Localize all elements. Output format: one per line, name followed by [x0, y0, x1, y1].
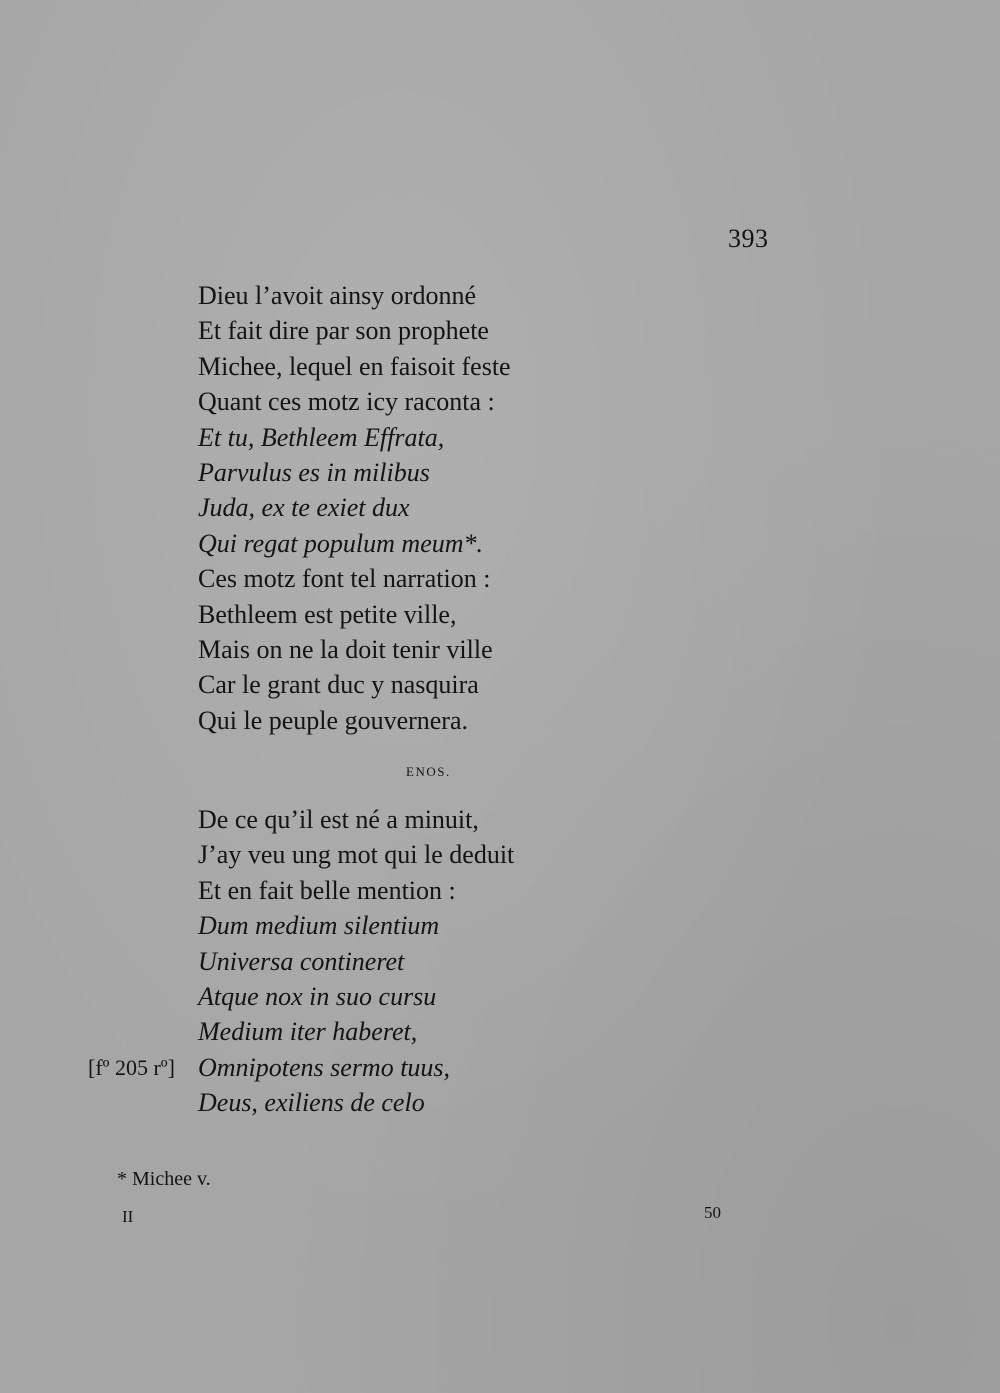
verse-line: Ces motz font tel narration : [198, 564, 491, 594]
folio-reference: [fº 205 rº] [88, 1055, 175, 1080]
verse-line: Et fait dire par son prophete [198, 316, 489, 346]
verse-line: Quant ces motz icy raconta : [198, 387, 495, 417]
latin-verse-line: Parvulus es in milibus [198, 458, 430, 488]
latin-verse-line: Universa contineret [198, 946, 405, 976]
verse-line: Car le grant duc y nasquira [198, 670, 479, 700]
stanza-two [198, 802, 514, 1121]
verse-line: Mais on ne la doit tenir ville [198, 635, 493, 665]
verse-line: Qui le peuple gouvernera. [198, 705, 469, 735]
signature-mark-right: 50 [704, 1203, 721, 1222]
verse-line: Bethleem est petite ville, [198, 599, 457, 629]
latin-verse-line: Deus, exiliens de celo [198, 1088, 425, 1118]
latin-verse-line: Juda, ex te exiet dux [198, 493, 410, 523]
verse-line: Michee, lequel en faisoit feste [198, 351, 511, 381]
stanza-one [198, 278, 511, 738]
page-number: 393 [728, 224, 769, 253]
latin-verse-line: Atque nox in suo cursu [198, 982, 437, 1012]
latin-verse-line: Medium iter haberet, [198, 1017, 418, 1047]
verse-line: J’ay veu ung mot qui le deduit [198, 840, 515, 870]
latin-verse-line: Et tu, Bethleem Effrata, [198, 422, 445, 452]
footnote: * Michee v. [117, 1168, 211, 1190]
speaker-heading: ENOS. [406, 764, 451, 779]
verse-line: De ce qu’il est né a minuit, [198, 805, 479, 834]
latin-verse-line: Omnipotens sermo tuus, [198, 1052, 451, 1082]
latin-verse-line: Qui regat populum meum*. [198, 528, 484, 558]
latin-verse-line: Dum medium silentium [198, 911, 440, 941]
verse-line: Dieu l’avoit ainsy ordonné [198, 281, 476, 310]
signature-mark-left: II [122, 1207, 134, 1226]
verse-line: Et en fait belle mention : [198, 875, 456, 905]
